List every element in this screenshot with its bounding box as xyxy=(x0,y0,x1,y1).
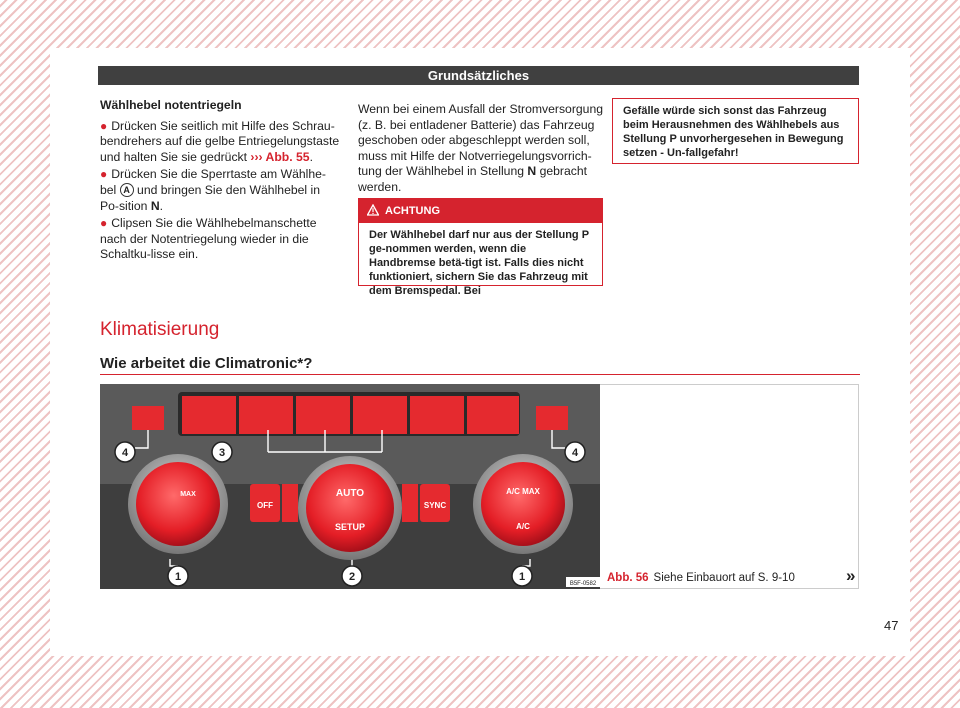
section-rule xyxy=(100,374,860,375)
callout-4-right: 4 xyxy=(571,447,579,459)
page-number: 47 xyxy=(884,618,899,633)
callout-a-icon: A xyxy=(120,183,134,197)
subsection-title: Wie arbeitet die Climatronic*? xyxy=(100,355,313,372)
bullet-dot-icon: ● xyxy=(100,167,108,182)
figure-caption xyxy=(607,572,795,584)
figure-link[interactable]: ››› Abb. 55 xyxy=(250,149,310,164)
running-header: Grundsätzliches xyxy=(98,66,859,85)
label-sync: SYNC xyxy=(423,501,447,510)
figure-code: B5F-0582 xyxy=(569,581,597,587)
warning-text-continued: Gefälle würde sich sonst das Fahrzeug beim Herausnehmen des Wählhebels aus Stellung P unvorhergesehen in Bewegung setzen - Un-fallgefahr! xyxy=(623,105,844,159)
label-ac: A/C xyxy=(516,522,530,531)
warning-text: Der Wählhebel darf nur aus der Stellung P ge-nommen werden, wenn die Handbremse betä-tigt ist. Falls dies nicht funktioniert, sichern Sie das Fahrzeug mit dem Bremspedal. Bei xyxy=(369,229,589,297)
callout-1-right: 1 xyxy=(518,571,526,583)
label-max: MAX xyxy=(180,491,196,498)
caption-label: Abb. 56 xyxy=(607,572,649,584)
label-setup: SETUP xyxy=(334,522,366,532)
callout-4-left: 4 xyxy=(121,447,129,459)
heading-notentriegeln: Wählhebel notentriegeln xyxy=(100,98,242,112)
callout-2: 2 xyxy=(348,571,356,583)
page xyxy=(50,48,910,656)
callout-3: 3 xyxy=(218,447,226,459)
caption-box xyxy=(600,384,859,589)
label-off: OFF xyxy=(257,501,273,510)
warning-box-continued xyxy=(612,98,859,164)
label-ac-max: A/C MAX xyxy=(506,487,540,496)
bullet-dot-icon: ● xyxy=(100,216,108,231)
warning-title: ACHTUNG xyxy=(359,199,602,223)
section-title: Klimatisierung xyxy=(100,319,220,340)
climatronic-figure xyxy=(100,384,600,589)
warning-triangle-icon xyxy=(367,204,379,216)
bullet-2: ● Drücken Sie die Sperrtaste am Wählhe-bel A und bringen Sie den Wählhebel in Po-sition N. xyxy=(100,167,326,213)
bullet-1: ● Drücken Sie seitlich mit Hilfe des Schrau-bendrehers auf die gelbe Entriegelungstaste und halten Sie sie gedrückt ››› Abb. 55. xyxy=(100,118,340,164)
warning-box xyxy=(358,198,603,297)
column-2: Wenn bei einem Ausfall der Stromversorgung (z. B. bei entladener Batterie) das Fahrzeug geschoben oder abgeschleppt werden soll, muss mit Hilfe der Notverriegelungsvorrich-tung der Wählhebel in Stellung N gebracht werden. xyxy=(358,102,604,194)
bullet-3: ● Clipsen Sie die Wählhebelmanschette nach der Notentriegelung wieder in die Schaltku-lisse ein. xyxy=(100,216,317,262)
label-auto: AUTO xyxy=(335,488,365,499)
bullet-dot-icon: ● xyxy=(100,118,108,133)
continued-arrow-icon: » xyxy=(846,566,856,585)
callout-1-left: 1 xyxy=(174,571,182,583)
column-1 xyxy=(100,98,340,265)
caption-text: Siehe Einbauort auf S. 9-10 xyxy=(653,572,795,584)
